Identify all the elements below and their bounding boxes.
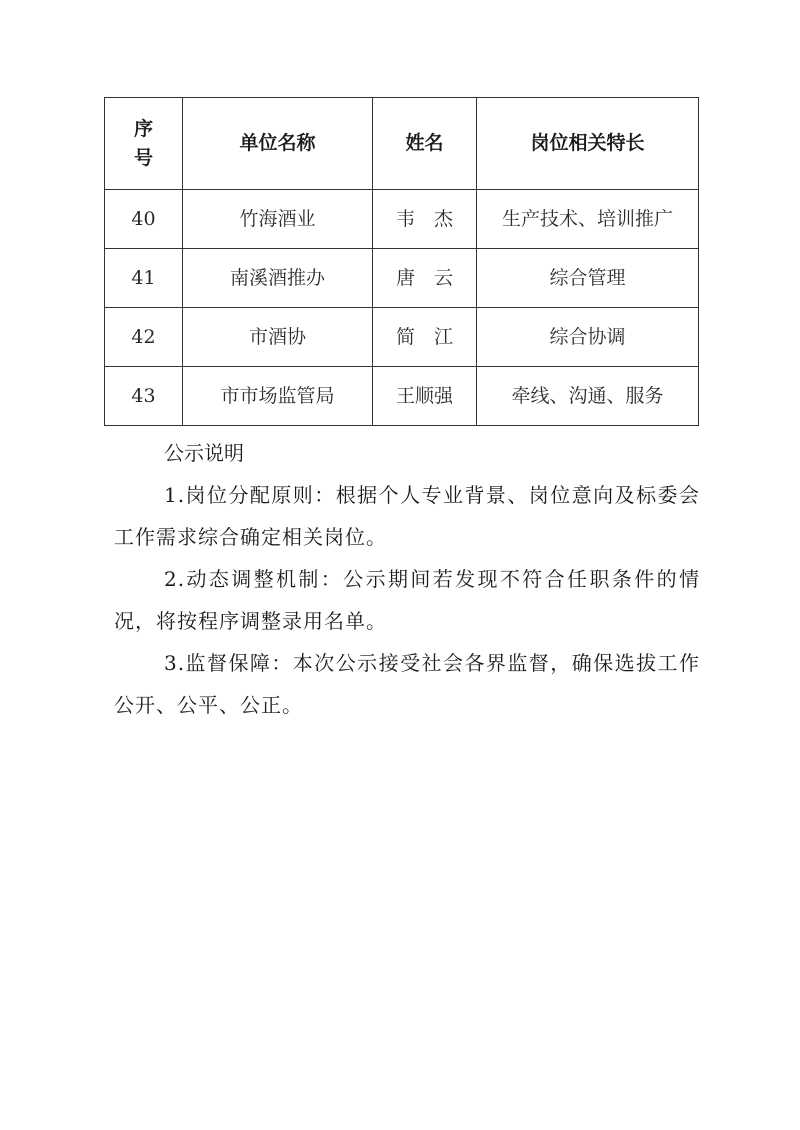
cell-seq: 41: [105, 249, 183, 308]
cell-skill: 综合协调: [477, 308, 699, 367]
cell-skill: 综合管理: [477, 249, 699, 308]
header-name: 姓名: [373, 98, 477, 190]
cell-name: 韦 杰: [373, 190, 477, 249]
cell-unit: 南溪酒推办: [183, 249, 373, 308]
header-seq-line1: 序: [133, 118, 153, 140]
header-skill: 岗位相关特长: [477, 98, 699, 190]
cell-seq: 40: [105, 190, 183, 249]
roster-table: [104, 97, 699, 426]
cell-seq: 43: [105, 367, 183, 426]
cell-name: 简 江: [373, 308, 477, 367]
cell-unit: 竹海酒业: [183, 190, 373, 249]
cell-skill: 生产技术、培训推广: [477, 190, 699, 249]
table-row: [105, 249, 699, 308]
notes-title: 公示说明: [164, 441, 244, 465]
cell-skill: 牵线、沟通、服务: [477, 367, 699, 426]
note-item-2: 2.动态调整机制：公示期间若发现不符合任职条件的情况，将按程序调整录用名单。: [114, 567, 700, 633]
table-row: [105, 367, 699, 426]
table-row: [105, 190, 699, 249]
header-seq: [105, 98, 183, 190]
table-header-row: [105, 98, 699, 190]
cell-name: 唐 云: [373, 249, 477, 308]
cell-name: 王顺强: [373, 367, 477, 426]
header-unit: 单位名称: [183, 98, 373, 190]
table-row: [105, 308, 699, 367]
cell-seq: 42: [105, 308, 183, 367]
cell-unit: 市市场监管局: [183, 367, 373, 426]
note-item-1: 1.岗位分配原则：根据个人专业背景、岗位意向及标委会工作需求综合确定相关岗位。: [114, 483, 700, 549]
cell-unit: 市酒协: [183, 308, 373, 367]
notes-section: [114, 432, 700, 726]
note-item-3: 3.监督保障：本次公示接受社会各界监督，确保选拔工作公开、公平、公正。: [114, 651, 700, 717]
header-seq-line2: 号: [133, 146, 153, 169]
